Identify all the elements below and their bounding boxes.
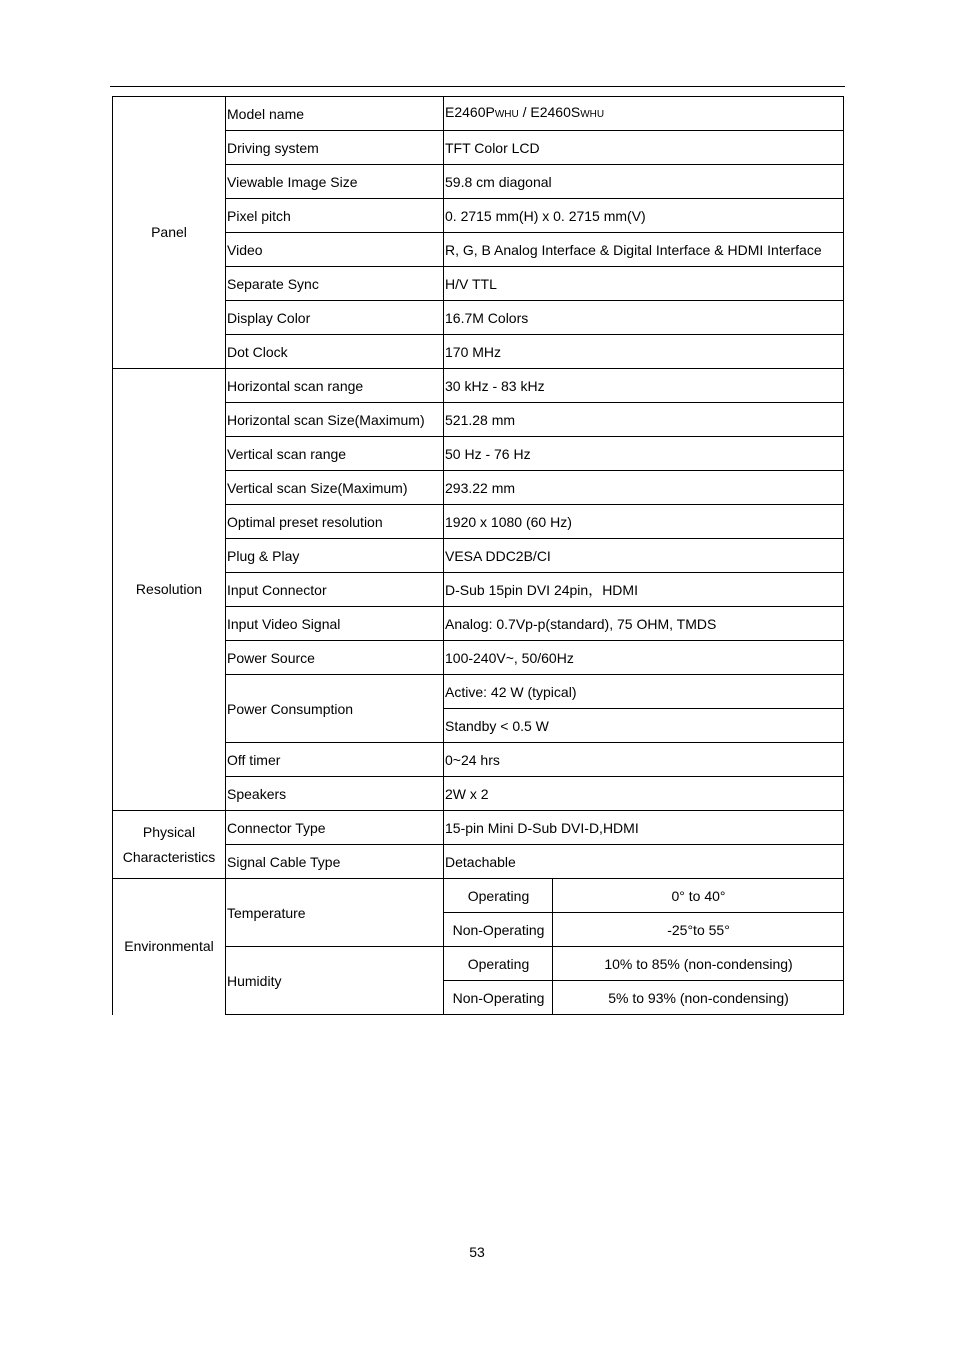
condition-value: 10% to 85% (non-condensing) xyxy=(553,947,844,981)
table-row xyxy=(113,879,844,913)
spec-label: Signal Cable Type xyxy=(226,845,444,879)
spec-value: 16.7M Colors xyxy=(444,301,844,335)
spec-label-temperature: Temperature xyxy=(226,879,444,947)
spec-label: Horizontal scan Size(Maximum) xyxy=(226,403,444,437)
condition-label: Operating xyxy=(444,879,553,913)
spec-value: 293.22 mm xyxy=(444,471,844,505)
condition-label: Non-Operating xyxy=(444,913,553,947)
spec-label: Dot Clock xyxy=(226,335,444,369)
spec-value: 59.8 cm diagonal xyxy=(444,165,844,199)
condition-label: Non-Operating xyxy=(444,981,553,1015)
condition-value: -25°to 55° xyxy=(553,913,844,947)
spec-label: Video xyxy=(226,233,444,267)
specification-table xyxy=(112,96,844,1015)
spec-value: 521.28 mm xyxy=(444,403,844,437)
spec-value: 15-pin Mini D-Sub DVI-D,HDMI xyxy=(444,811,844,845)
spec-label: Power Source xyxy=(226,641,444,675)
category-physical: Physical Characteristics xyxy=(113,811,226,879)
spec-value: 0. 2715 mm(H) x 0. 2715 mm(V) xyxy=(444,199,844,233)
spec-label: Pixel pitch xyxy=(226,199,444,233)
spec-label: Driving system xyxy=(226,131,444,165)
spec-label: Connector Type xyxy=(226,811,444,845)
spec-label: Vertical scan range xyxy=(226,437,444,471)
category-resolution: Resolution xyxy=(113,369,226,811)
spec-value: 30 kHz - 83 kHz xyxy=(444,369,844,403)
spec-label: Viewable Image Size xyxy=(226,165,444,199)
spec-label: Optimal preset resolution xyxy=(226,505,444,539)
table-row xyxy=(113,811,844,845)
spec-value: 100-240V~, 50/60Hz xyxy=(444,641,844,675)
spec-value: D-Sub 15pin DVI 24pin，HDMI xyxy=(444,573,844,607)
category-environmental: Environmental xyxy=(113,879,226,1015)
spec-value-model: E2460PWHU / E2460SWHU xyxy=(444,97,844,131)
page-number: 53 xyxy=(469,1244,485,1260)
spec-label: Input Video Signal xyxy=(226,607,444,641)
spec-label: Model name xyxy=(226,97,444,131)
spec-label: Separate Sync xyxy=(226,267,444,301)
header-rule xyxy=(110,86,845,87)
spec-value-power-active: Active: 42 W (typical) xyxy=(444,675,844,709)
spec-label: Input Connector xyxy=(226,573,444,607)
spec-value: VESA DDC2B/CI xyxy=(444,539,844,573)
spec-value: 0~24 hrs xyxy=(444,743,844,777)
spec-label: Horizontal scan range xyxy=(226,369,444,403)
spec-label: Speakers xyxy=(226,777,444,811)
spec-value: Analog: 0.7Vp-p(standard), 75 OHM, TMDS xyxy=(444,607,844,641)
condition-value: 0° to 40° xyxy=(553,879,844,913)
spec-value: 1920 x 1080 (60 Hz) xyxy=(444,505,844,539)
spec-label-humidity: Humidity xyxy=(226,947,444,1015)
spec-value: 170 MHz xyxy=(444,335,844,369)
spec-label: Off timer xyxy=(226,743,444,777)
spec-label-power-consumption: Power Consumption xyxy=(226,675,444,743)
table-row xyxy=(113,97,844,131)
table-row xyxy=(113,369,844,403)
spec-value: 2W x 2 xyxy=(444,777,844,811)
spec-value: Detachable xyxy=(444,845,844,879)
category-panel: Panel xyxy=(113,97,226,369)
condition-label: Operating xyxy=(444,947,553,981)
spec-label: Vertical scan Size(Maximum) xyxy=(226,471,444,505)
spec-label: Plug & Play xyxy=(226,539,444,573)
spec-label: Display Color xyxy=(226,301,444,335)
condition-value: 5% to 93% (non-condensing) xyxy=(553,981,844,1015)
spec-value-power-standby: Standby < 0.5 W xyxy=(444,709,844,743)
spec-value: H/V TTL xyxy=(444,267,844,301)
spec-value: TFT Color LCD xyxy=(444,131,844,165)
spec-value: 50 Hz - 76 Hz xyxy=(444,437,844,471)
spec-value: R, G, B Analog Interface & Digital Interface & HDMI Interface xyxy=(444,233,844,267)
